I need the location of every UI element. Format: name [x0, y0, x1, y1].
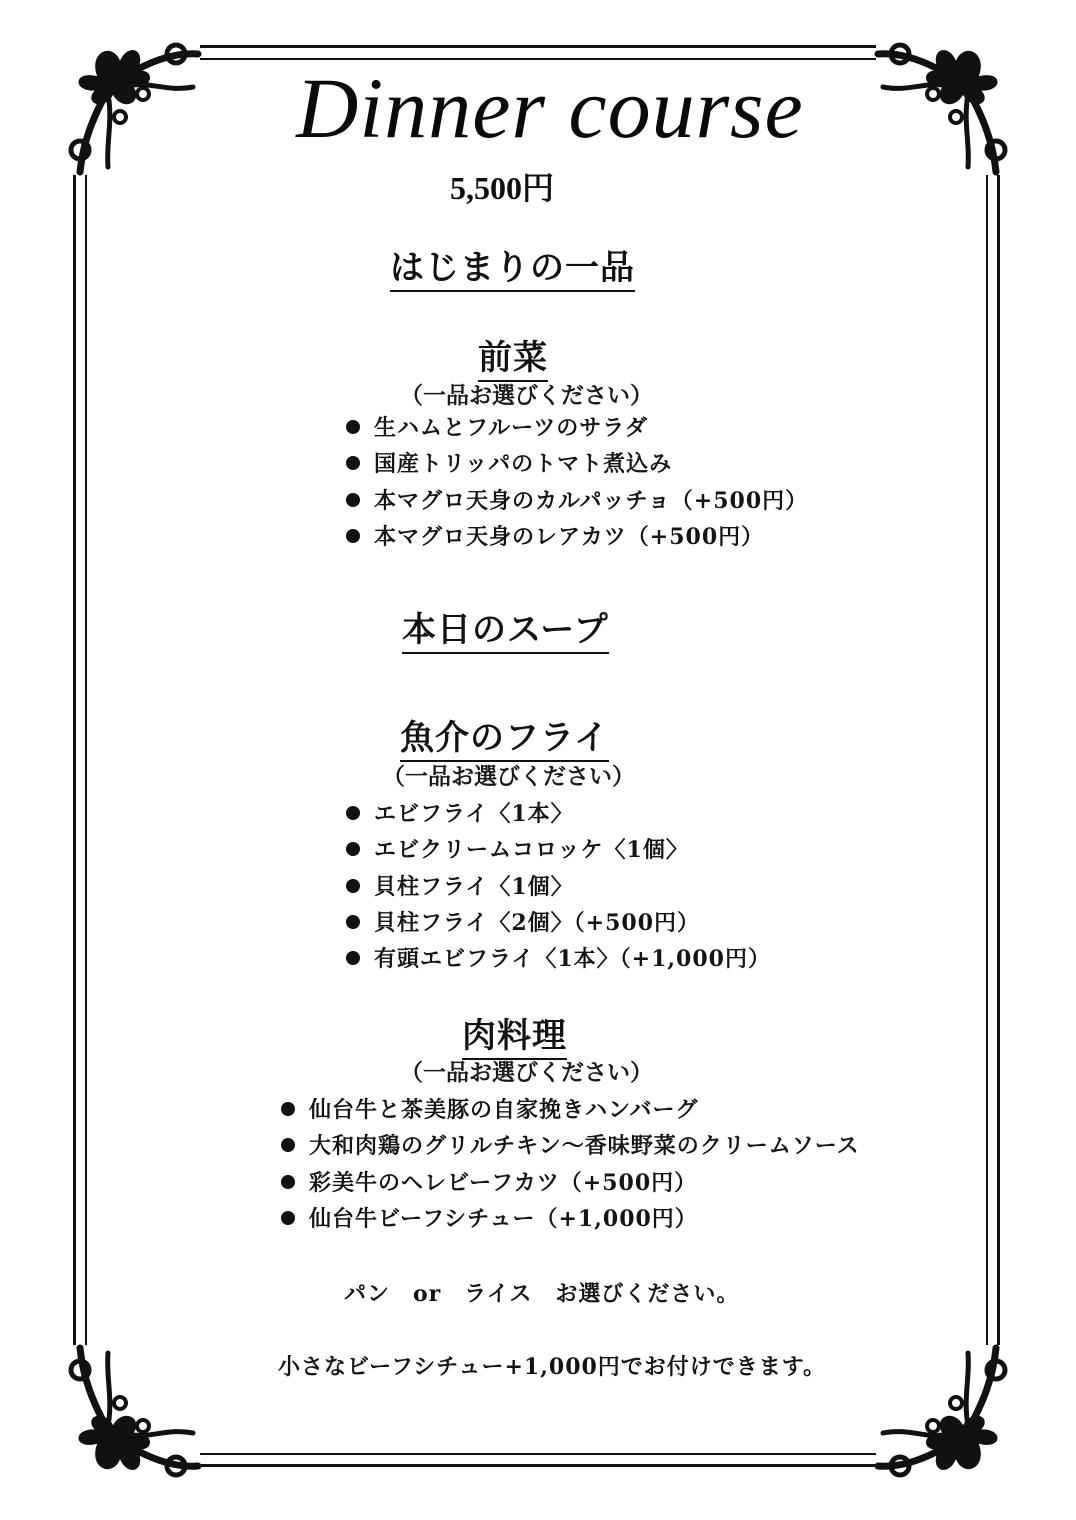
list-item: 有頭エビフライ〈1本〉（+1,000円）	[346, 941, 771, 977]
floral-corner-bottom-left-icon	[58, 1338, 208, 1488]
list-item: 仙台牛ビーフシチュー（+1,000円）	[281, 1201, 860, 1237]
bullet-icon	[346, 879, 360, 893]
list-item: エビクリームコロッケ〈1個〉	[346, 832, 771, 868]
border-bottom-inner	[200, 1453, 876, 1455]
beef-stew-addon-note: 小さなビーフシチュー+1,000円でお付けできます。	[278, 1354, 827, 1380]
section-heading-starter: はじまりの一品	[390, 248, 635, 292]
floral-corner-bottom-right-icon	[868, 1338, 1018, 1488]
menu-title: Dinner course	[296, 60, 804, 156]
bullet-icon	[346, 529, 360, 543]
section-heading-seafood-fry: 魚介のフライ	[400, 718, 609, 762]
section-heading-meat: 肉料理	[462, 1016, 567, 1060]
list-item: 貝柱フライ〈1個〉	[346, 869, 771, 905]
bullet-icon	[346, 842, 360, 856]
meat-choice-note: （一品お選びください）	[400, 1059, 653, 1086]
border-right-outer	[997, 175, 1000, 1345]
border-bottom-outer	[200, 1464, 876, 1467]
bullet-icon	[281, 1102, 295, 1116]
bullet-icon	[346, 420, 360, 434]
bullet-icon	[346, 951, 360, 965]
section-heading-appetizer: 前菜	[478, 338, 548, 382]
border-left-inner	[85, 175, 87, 1345]
bullet-icon	[346, 493, 360, 507]
seafood-fry-list	[346, 796, 771, 977]
bullet-icon	[346, 456, 360, 470]
meat-list	[281, 1092, 860, 1237]
bullet-icon	[346, 915, 360, 929]
seafood-choice-note: （一品お選びください）	[382, 763, 635, 790]
list-item: 生ハムとフルーツのサラダ	[346, 410, 808, 446]
bread-or-rice-note: パン or ライス お選びください。	[344, 1281, 740, 1307]
list-item: 貝柱フライ〈2個〉（+500円）	[346, 905, 771, 941]
bullet-icon	[281, 1138, 295, 1152]
list-item: 大和肉鶏のグリルチキン〜香味野菜のクリームソース	[281, 1128, 860, 1164]
course-price: 5,500円	[450, 170, 555, 206]
list-item: 本マグロ天身のカルパッチョ（+500円）	[346, 483, 808, 519]
bullet-icon	[346, 806, 360, 820]
list-item: 仙台牛と茶美豚の自家挽きハンバーグ	[281, 1092, 860, 1128]
section-heading-soup: 本日のスープ	[402, 610, 609, 654]
border-top-outer	[200, 45, 876, 48]
appetizer-choice-note: （一品お選びください）	[400, 382, 653, 409]
border-left-outer	[73, 175, 76, 1345]
border-right-inner	[986, 175, 988, 1345]
bullet-icon	[281, 1211, 295, 1225]
appetizer-list	[346, 410, 808, 555]
list-item: エビフライ〈1本〉	[346, 796, 771, 832]
list-item: 国産トリッパのトマト煮込み	[346, 446, 808, 482]
bullet-icon	[281, 1175, 295, 1189]
list-item: 彩美牛のヘレビーフカツ（+500円）	[281, 1165, 860, 1201]
list-item: 本マグロ天身のレアカツ（+500円）	[346, 519, 808, 555]
